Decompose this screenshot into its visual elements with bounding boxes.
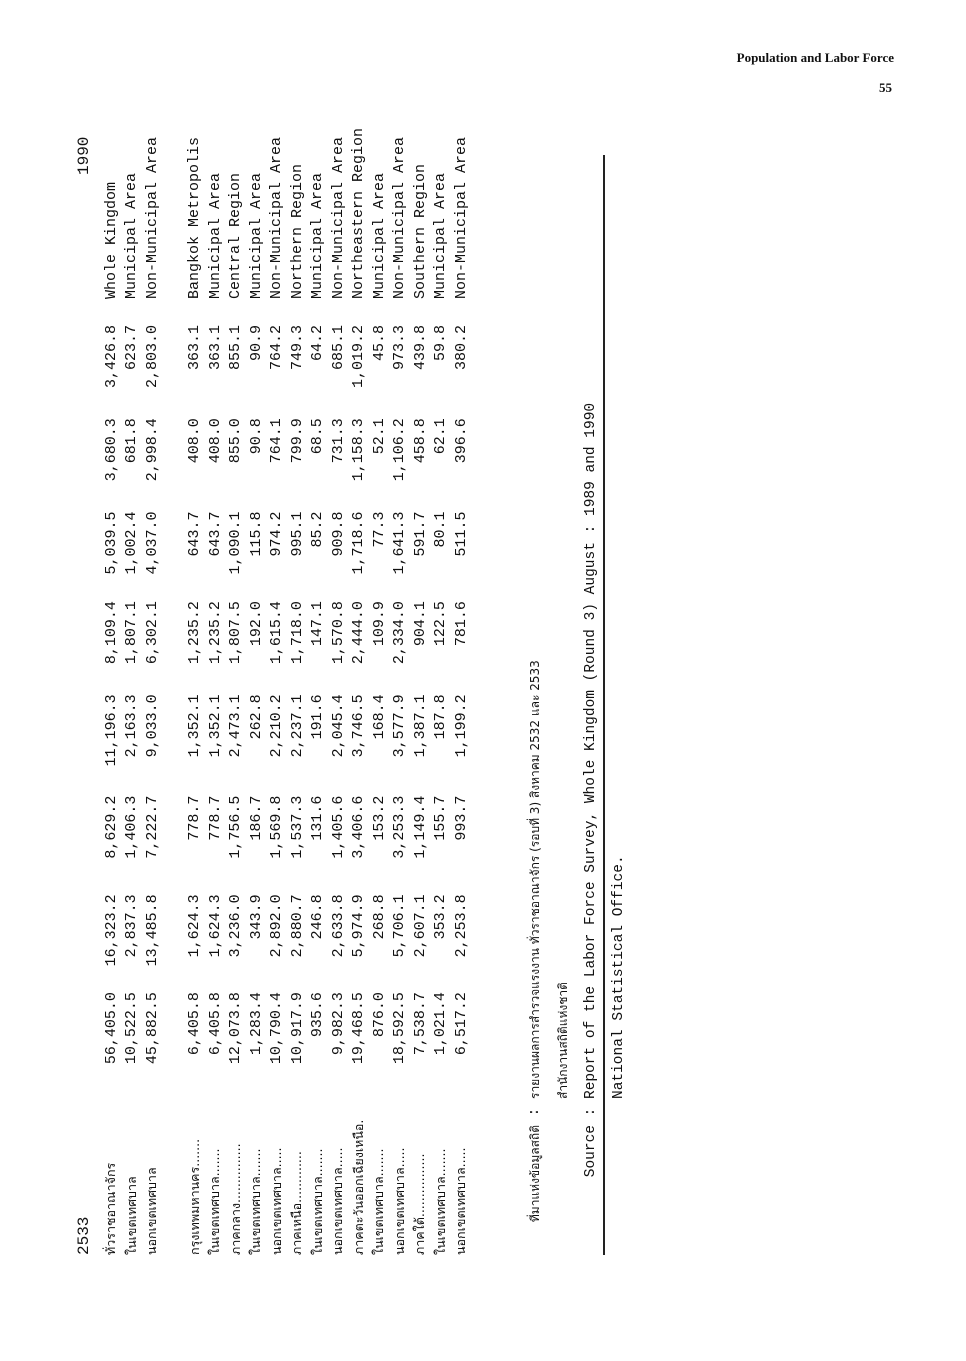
table-row: [226, 105, 247, 1255]
value-cell: 974.2: [268, 511, 286, 557]
value-cell: 935.6: [309, 992, 327, 1038]
value-cell: 1,090.1: [227, 511, 245, 575]
value-cell: 10,917.9: [288, 992, 306, 1065]
value-cell: 9,033.0: [143, 694, 161, 758]
value-cell: 2,892.0: [268, 894, 286, 958]
value-cell: 363.1: [186, 325, 204, 371]
table-row: [308, 105, 329, 1255]
value-cell: 909.8: [329, 511, 347, 557]
value-cell: 6,405.8: [206, 992, 224, 1056]
value-cell: 781.6: [452, 601, 470, 647]
value-cell: 749.3: [288, 325, 306, 371]
value-cell: 1,718.0: [288, 601, 306, 665]
row-label-thai: ในเขตเทศบาล: [123, 1176, 139, 1255]
value-cell: 5,974.9: [350, 894, 368, 958]
note-thai-label: ที่มาแห่งข้อมูลสถิติ: [528, 1125, 542, 1223]
value-cell: 56,405.0: [102, 992, 120, 1065]
spacer-row: [163, 105, 185, 1255]
row-label-thai: ภาคใต้................: [412, 1153, 427, 1255]
value-cell: 1,405.6: [329, 795, 347, 859]
value-cell: 731.3: [329, 418, 347, 464]
row-label-english: Non-Municipal Area: [391, 136, 409, 299]
year-thai: 2533: [75, 1216, 93, 1255]
value-cell: 2,473.1: [227, 694, 245, 758]
note-source-label: Source: [583, 1125, 599, 1178]
value-cell: 380.2: [452, 325, 470, 371]
table-row: [328, 105, 349, 1255]
table-row: [431, 105, 452, 1255]
row-label-english: Northeastern Region: [350, 127, 368, 299]
value-cell: 1,641.3: [391, 511, 409, 575]
value-cell: 1,569.8: [268, 795, 286, 859]
value-cell: 511.5: [452, 511, 470, 557]
value-cell: 458.8: [411, 418, 429, 464]
value-cell: 2,633.8: [329, 894, 347, 958]
value-cell: 3,236.0: [227, 894, 245, 958]
value-cell: 19,468.5: [350, 992, 368, 1065]
value-cell: 363.1: [206, 325, 224, 371]
value-cell: 799.9: [288, 418, 306, 464]
note-thai-row-2: [549, 155, 577, 1255]
value-cell: 1,199.2: [452, 694, 470, 758]
row-label-english: Municipal Area: [309, 172, 327, 299]
value-cell: 1,352.1: [186, 694, 204, 758]
table-row: [390, 105, 411, 1255]
note-english-line2: National Statistical Office.: [611, 855, 627, 1099]
row-label-english: Non-Municipal Area: [143, 136, 161, 299]
value-cell: 10,522.5: [123, 992, 141, 1065]
row-label-thai: ในเขตเทศบาล.......: [248, 1148, 263, 1255]
value-cell: 109.9: [370, 601, 388, 647]
row-label-thai: ภาคตะวันออกเฉียงเหนือ.: [350, 1119, 366, 1255]
value-cell: 6,302.1: [143, 601, 161, 665]
note-english-row-2: [605, 155, 633, 1255]
row-label-english: Non-Municipal Area: [452, 136, 470, 299]
value-cell: 192.0: [247, 601, 265, 647]
value-cell: 1,283.4: [247, 992, 265, 1056]
value-cell: 9,982.3: [329, 992, 347, 1056]
table-row: [246, 105, 267, 1255]
value-cell: 13,485.8: [143, 894, 161, 967]
row-label-thai: นอกเขตเทศบาล: [144, 1167, 159, 1255]
value-cell: 85.2: [309, 511, 327, 548]
value-cell: 973.3: [391, 325, 409, 371]
row-label-thai: นอกเขตเทศบาล.....: [391, 1147, 407, 1255]
value-cell: 1,624.3: [186, 894, 204, 958]
value-cell: 396.6: [452, 418, 470, 464]
row-label-thai: ทั่วราชอาณาจักร: [103, 1162, 118, 1255]
value-cell: 1,387.1: [411, 694, 429, 758]
value-cell: 408.0: [206, 418, 224, 464]
value-cell: 855.0: [227, 418, 245, 464]
note-colon: :: [583, 1107, 599, 1117]
row-label-english: Municipal Area: [206, 172, 224, 299]
row-label-thai: ในเขตเทศบาล.......: [432, 1148, 448, 1255]
row-label-english: Municipal Area: [247, 172, 265, 299]
value-cell: 90.8: [247, 418, 265, 455]
page-number: 55: [879, 80, 892, 95]
table-row: [205, 105, 226, 1255]
value-cell: 1,718.6: [350, 511, 368, 575]
value-cell: 6,517.2: [452, 992, 470, 1056]
row-label-thai: ในเขตเทศบาล.......: [309, 1148, 325, 1255]
row-label-thai: ภาคเหนือ.............: [289, 1151, 304, 1255]
value-cell: 80.1: [432, 511, 450, 548]
value-cell: 1,235.2: [186, 601, 204, 665]
value-cell: 246.8: [309, 894, 327, 940]
value-cell: 439.8: [411, 325, 429, 371]
value-cell: 8,109.4: [102, 601, 120, 665]
value-cell: 122.5: [432, 601, 450, 647]
value-cell: 1,807.1: [123, 601, 141, 665]
row-label-english: Northern Region: [288, 163, 306, 299]
value-cell: 1,021.4: [432, 992, 450, 1056]
value-cell: 131.6: [309, 795, 327, 841]
value-cell: 62.1: [432, 418, 450, 455]
row-label-thai: นอกเขตเทศบาล.....: [453, 1147, 468, 1255]
value-cell: 77.3: [370, 511, 388, 548]
value-cell: 643.7: [186, 511, 204, 557]
value-cell: 4,037.0: [143, 511, 161, 575]
value-cell: 2,334.0: [391, 601, 409, 665]
value-cell: 147.1: [309, 601, 327, 647]
value-cell: 1,406.3: [123, 795, 141, 859]
note-thai-line2: สำนักงานสถิติแห่งชาติ: [556, 982, 570, 1099]
row-label-english: Municipal Area: [123, 172, 141, 299]
value-cell: 764.1: [268, 418, 286, 464]
row-label-english: Bangkok Metropolis: [186, 136, 204, 299]
value-cell: 1,235.2: [206, 601, 224, 665]
value-cell: 995.1: [288, 511, 306, 557]
table-row: [142, 105, 163, 1255]
value-cell: 187.8: [432, 694, 450, 740]
value-cell: 155.7: [432, 795, 450, 841]
table-row: [410, 105, 431, 1255]
value-cell: 7,222.7: [143, 795, 161, 859]
value-cell: 3,426.8: [102, 325, 120, 389]
value-cell: 11,196.3: [102, 694, 120, 767]
row-label-english: Municipal Area: [370, 172, 388, 299]
value-cell: 16,323.2: [102, 894, 120, 967]
note-colon: :: [527, 1107, 543, 1117]
value-cell: 876.0: [370, 992, 388, 1038]
value-cell: 343.9: [247, 894, 265, 940]
note-thai-row: [521, 155, 549, 1255]
value-cell: 353.2: [432, 894, 450, 940]
row-label-english: Whole Kingdom: [102, 181, 120, 299]
value-cell: 1,002.4: [123, 511, 141, 575]
value-cell: 1,537.3: [288, 795, 306, 859]
value-cell: 262.8: [247, 694, 265, 740]
value-cell: 623.7: [123, 325, 141, 371]
value-cell: 115.8: [247, 511, 265, 557]
value-cell: 2,607.1: [411, 894, 429, 958]
row-label-english: Non-Municipal Area: [329, 136, 347, 299]
table-row: [267, 105, 288, 1255]
value-cell: 2,210.2: [268, 694, 286, 758]
value-cell: 3,746.5: [350, 694, 368, 758]
value-cell: 2,444.0: [350, 601, 368, 665]
value-cell: 45.8: [370, 325, 388, 362]
value-cell: 2,163.3: [123, 694, 141, 758]
table-row: [287, 105, 308, 1255]
running-header-title: Population and Labor Force: [736, 50, 894, 65]
row-label-thai: กรุงเทพมหานคร.......: [186, 1138, 202, 1255]
value-cell: 7,538.7: [411, 992, 429, 1056]
value-cell: 90.9: [247, 325, 265, 362]
year-english: 1990: [75, 136, 93, 175]
value-cell: 10,790.4: [268, 992, 286, 1065]
note-english-row: [577, 155, 605, 1255]
table-row: [349, 105, 370, 1255]
value-cell: 2,237.1: [288, 694, 306, 758]
value-cell: 168.4: [370, 694, 388, 740]
rotated-table-page: [75, 105, 635, 1255]
value-cell: 52.1: [370, 418, 388, 455]
value-cell: 2,837.3: [123, 894, 141, 958]
value-cell: 59.8: [432, 325, 450, 362]
value-cell: 2,253.8: [452, 894, 470, 958]
value-cell: 681.8: [123, 418, 141, 464]
value-cell: 3,406.6: [350, 795, 368, 859]
table-row: [185, 105, 206, 1255]
value-cell: 68.5: [309, 418, 327, 455]
value-cell: 1,570.8: [329, 601, 347, 665]
value-cell: 191.6: [309, 694, 327, 740]
row-label-english: Central Region: [227, 172, 245, 299]
value-cell: 2,998.4: [143, 418, 161, 482]
value-cell: 764.2: [268, 325, 286, 371]
note-english-line1: Report of the Labor Force Survey, Whole Kingdom (Round 3) August : 1989 and 1990: [583, 402, 599, 1099]
value-cell: 2,045.4: [329, 694, 347, 758]
value-cell: 2,880.7: [288, 894, 306, 958]
value-cell: 45,882.5: [143, 992, 161, 1065]
value-cell: 3,680.3: [102, 418, 120, 482]
value-cell: 993.7: [452, 795, 470, 841]
value-cell: 1,624.3: [206, 894, 224, 958]
table-row: [369, 105, 390, 1255]
table-row: [451, 105, 472, 1255]
row-label-english: Municipal Area: [432, 172, 450, 299]
value-cell: 1,352.1: [206, 694, 224, 758]
note-thai-line1: รายงานผลการสำรวจแรงงาน ทั่วราชอาณาจักร (รอบที่ 3) สิงหาคม 2532 และ 2533: [528, 660, 542, 1099]
value-cell: 408.0: [186, 418, 204, 464]
row-label-thai: นอกเขตเทศบาล.....: [330, 1147, 345, 1255]
value-cell: 8,629.2: [102, 795, 120, 859]
row-label-thai: ภาคกลาง...............: [227, 1143, 243, 1255]
value-cell: 12,073.8: [227, 992, 245, 1065]
value-cell: 153.2: [370, 795, 388, 841]
value-cell: 643.7: [206, 511, 224, 557]
row-label-thai: นอกเขตเทศบาล.....: [268, 1147, 284, 1255]
table-row: [122, 105, 143, 1255]
value-cell: 5,706.1: [391, 894, 409, 958]
value-cell: 5,039.5: [102, 511, 120, 575]
row-label-thai: ในเขตเทศบาล.......: [371, 1148, 386, 1255]
row-label-english: Southern Region: [411, 163, 429, 299]
value-cell: 1,158.3: [350, 418, 368, 482]
row-label-thai: ในเขตเทศบาล.......: [207, 1148, 222, 1255]
value-cell: 64.2: [309, 325, 327, 362]
value-cell: 904.1: [411, 601, 429, 647]
value-cell: 591.7: [411, 511, 429, 557]
value-cell: 1,106.2: [391, 418, 409, 482]
value-cell: 3,253.3: [391, 795, 409, 859]
value-cell: 1,149.4: [411, 795, 429, 859]
value-cell: 685.1: [329, 325, 347, 371]
value-cell: 1,807.5: [227, 601, 245, 665]
value-cell: 186.7: [247, 795, 265, 841]
value-cell: 855.1: [227, 325, 245, 371]
value-cell: 6,405.8: [186, 992, 204, 1056]
value-cell: 3,577.9: [391, 694, 409, 758]
value-cell: 2,803.0: [143, 325, 161, 389]
value-cell: 1,615.4: [268, 601, 286, 665]
population-table: [101, 105, 472, 1255]
row-label-english: Non-Municipal Area: [268, 136, 286, 299]
value-cell: 18,592.5: [391, 992, 409, 1065]
value-cell: 778.7: [206, 795, 224, 841]
value-cell: 1,019.2: [350, 325, 368, 389]
value-cell: 268.8: [370, 894, 388, 940]
table-row: [101, 105, 122, 1255]
source-notes: [521, 155, 633, 1255]
value-cell: 778.7: [186, 795, 204, 841]
value-cell: 1,756.5: [227, 795, 245, 859]
